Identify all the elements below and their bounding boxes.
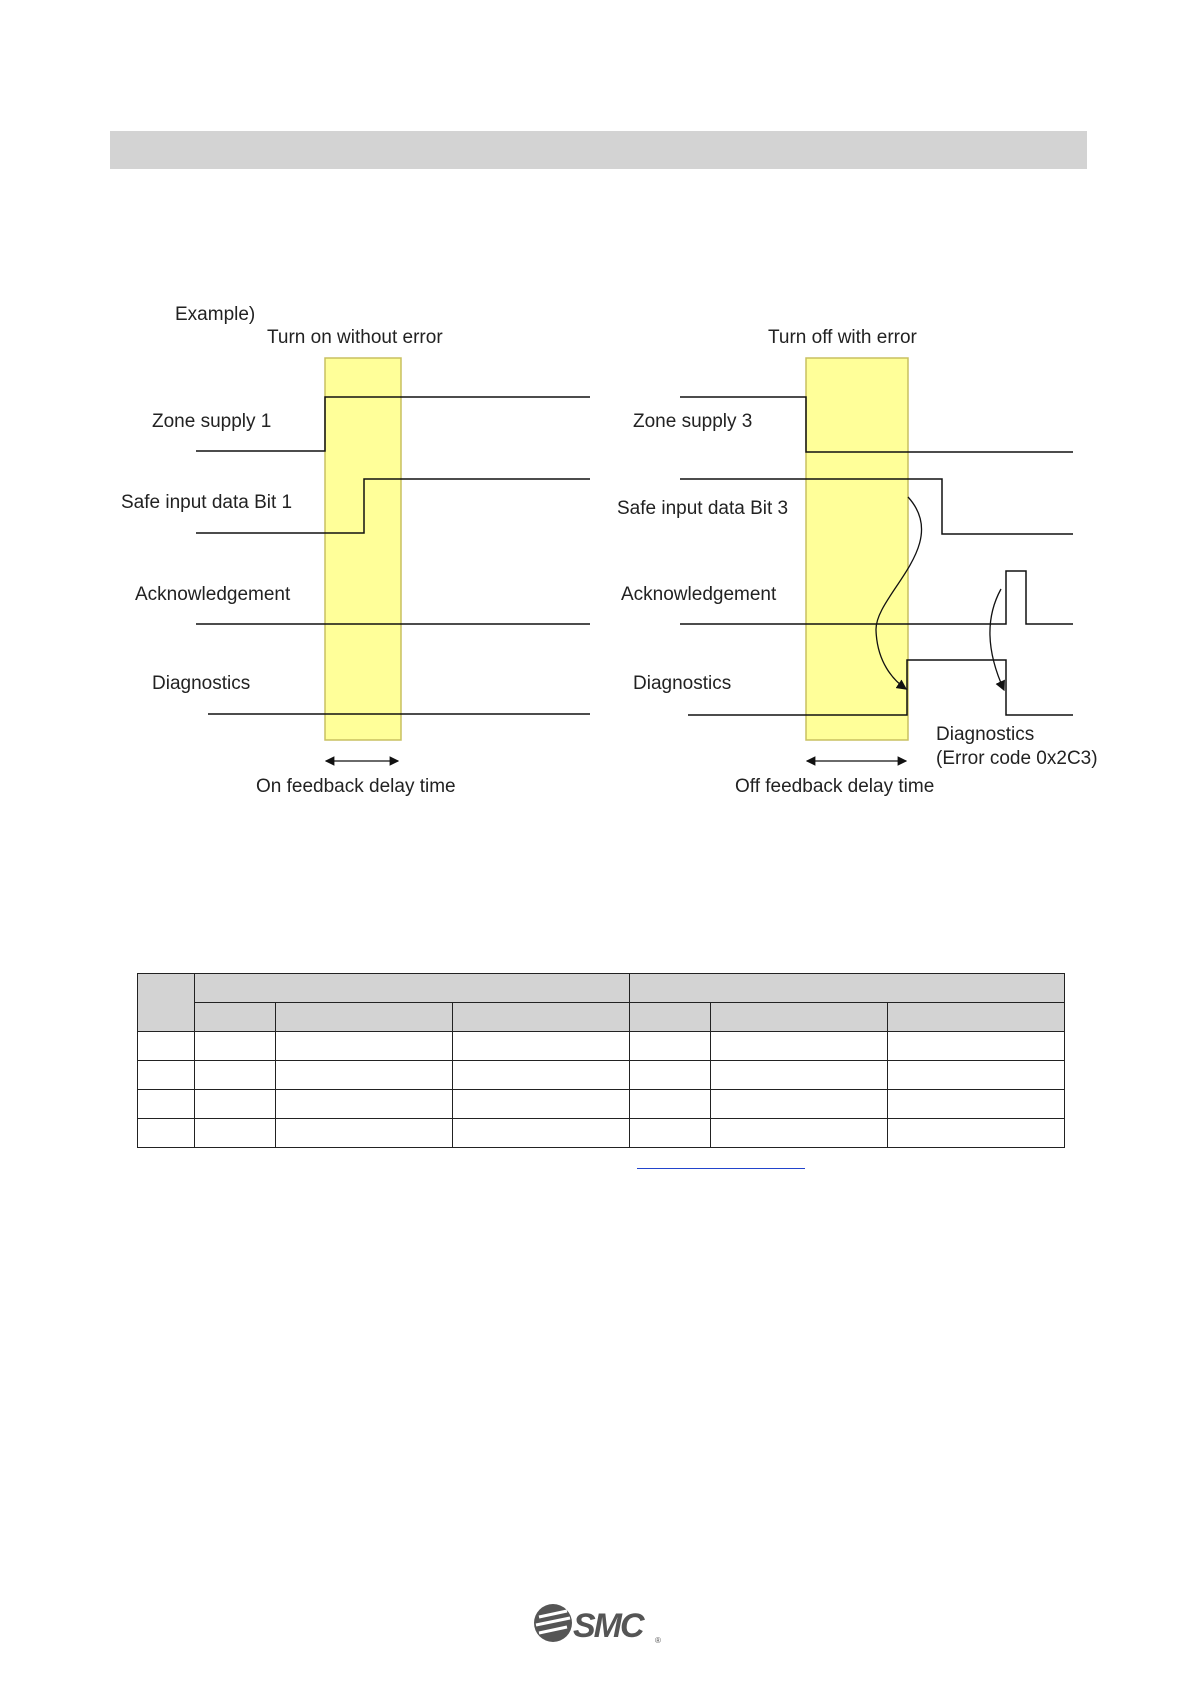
table-header-cell [453,1003,630,1032]
right-timing-diagram [617,327,1098,797]
smc-logo-registered: ® [655,1636,661,1645]
right-title: Turn off with error [768,327,917,348]
table-subheader-row [138,1003,1065,1032]
hyperlink-underline[interactable] [637,1168,805,1169]
left-signal-diagnostics: Diagnostics [152,673,251,694]
table-row [138,1032,1065,1061]
left-signal-safe-input: Safe input data Bit 1 [121,492,293,513]
right-delay-highlight [806,358,908,740]
right-signal-safe-input: Safe input data Bit 3 [617,498,789,519]
left-title: Turn on without error [267,327,443,348]
table-header-cell [711,1003,888,1032]
smc-logo-mark [534,1604,572,1642]
timing-diagram [0,0,1191,820]
table-row [138,1119,1065,1148]
table-header-cell [195,974,630,1003]
table-header-cell [630,974,1065,1003]
right-curve-arrow-2 [990,589,1004,690]
right-diag-note-line2: (Error code 0x2C3) [936,748,1098,769]
table-row [138,1090,1065,1119]
table-row [138,1061,1065,1090]
table-header-cell [276,1003,453,1032]
right-signal-diagnostics: Diagnostics [633,673,732,694]
table-header-row [138,974,1065,1003]
data-table [137,973,1065,1148]
left-delay-label: On feedback delay time [256,776,456,797]
left-delay-highlight [325,358,401,740]
right-diag-note-line1: Diagnostics [936,724,1035,745]
table-header-cell [630,1003,711,1032]
table-header-cell [195,1003,276,1032]
left-signal-acknowledgement: Acknowledgement [135,584,291,605]
smc-logo [533,1600,663,1646]
left-signal-zone-supply: Zone supply 1 [152,411,272,432]
right-signal-acknowledgement: Acknowledgement [621,584,777,605]
right-signal-zone-supply: Zone supply 3 [633,411,753,432]
left-timing-diagram [121,327,590,797]
table-header-cell [888,1003,1065,1032]
smc-logo-text: SMC [573,1607,643,1645]
table-header-cell [138,974,195,1032]
example-label: Example) [175,304,256,325]
right-delay-label: Off feedback delay time [735,776,935,797]
